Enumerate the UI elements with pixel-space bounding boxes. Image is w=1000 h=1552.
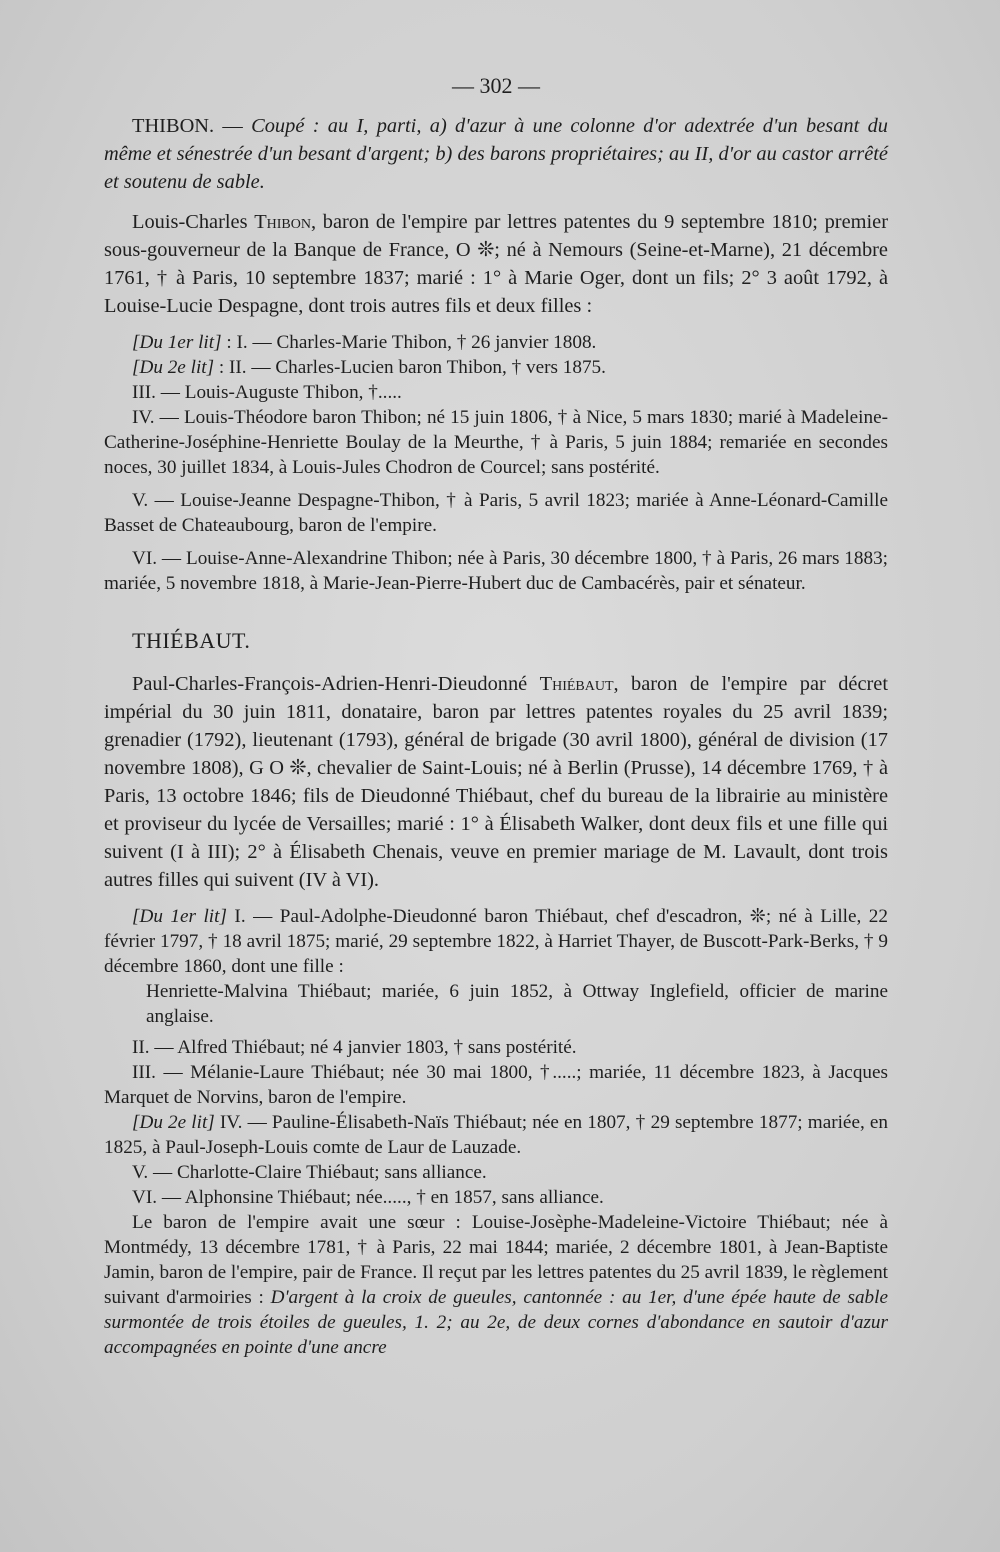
thiebaut-child-4-lit: [Du 2e lit]	[132, 1112, 215, 1133]
thiebaut-child-1-lit: [Du 1er lit]	[132, 906, 227, 927]
thibon-person-surname: Thibon	[254, 211, 311, 233]
thiebaut-child-5: V. — Charlotte-Claire Thiébaut; sans alliance.	[132, 1162, 487, 1183]
thibon-child-3-text: III. — Louis-Auguste Thibon, †.....	[132, 382, 402, 403]
thiebaut-child-2: II. — Alfred Thiébaut; né 4 janvier 1803, † sans postérité.	[132, 1037, 577, 1058]
thibon-child-5	[104, 488, 888, 538]
thibon-child-2-text: : II. — Charles-Lucien baron Thibon, † vers 1875.	[214, 357, 606, 378]
thiebaut-person-text: , baron de l'empire par décret impérial du 30 juin 1811, donataire, baron par lettres patentes royales du 25 avril 1839; grenadier (1792), lieutenant (1793), général de brigade (30 avril 1800), général de division (17 novembre 1808), G O ❊, chevalier de Saint-Louis; né à Berlin (Prusse), 14 décembre 1769, † à Paris, 13 octobre 1846; fils de Dieudonné Thiébaut, chef du bureau de la librairie au ministère et proviseur du lycée de Versailles; marié : 1° à Élisabeth Walker, dont deux fils et une fille qui suivent (I à III); 2° à Élisabeth Chenais, veuve en premier mariage de M. Lavault, dont trois autres filles qui suivent (IV à VI).	[104, 673, 889, 891]
thibon-child-1-text: : I. — Charles-Marie Thibon, † 26 janvier 1808.	[221, 332, 597, 353]
thiebaut-child-4	[104, 1110, 888, 1160]
thibon-child-6	[104, 546, 888, 596]
thibon-arms-entry	[104, 112, 888, 196]
thibon-arms: Coupé : au I, parti, a) d'azur à une colonne d'or adextrée d'un besant du même et sénestrée d'un besant d'argent; b) des barons propriétaires; au II, d'or au castor arrêté et soutenu de sable.	[104, 115, 888, 193]
thiebaut-sister-text: Le baron de l'empire avait une sœur : Louise-Josèphe-Madeleine-Victoire Thiébaut; née à Montmédy, 13 décembre 1781, † à Paris, 22 mai 1844; mariée, 2 décembre 1801, à Jean-Baptiste Jamin, baron de l'empire, pair de France. Il reçut par les lettres patentes du 25 avril 1839, le règlement suivant d'armoiries :	[104, 1212, 888, 1308]
thibon-child-4-text: IV. — Louis-Théodore baron Thibon; né 15 juin 1806, † à Nice, 5 mars 1830; marié à Madeleine-Catherine-Joséphine-Henriette Boulay de la Meurthe, † à Paris, 5 juin 1884; remariée en secondes noces, 30 juillet 1834, à Louis-Jules Chodron de Courcel; sans postérité.	[104, 407, 888, 478]
thibon-child-1	[104, 330, 888, 355]
thibon-child-2-lit: [Du 2e lit]	[132, 357, 215, 378]
thiebaut-child-3: III. — Mélanie-Laure Thiébaut; née 30 mai 1800, †.....; mariée, 11 décembre 1823, à Jacques Marquet de Norvins, baron de l'empire.	[104, 1062, 888, 1108]
thibon-child-3	[104, 380, 888, 405]
thibon-child-4	[104, 405, 888, 480]
thibon-child-6-text: VI. — Louise-Anne-Alexandrine Thibon; née à Paris, 30 décembre 1800, † à Paris, 26 mars 1883; mariée, 5 novembre 1818, à Marie-Jean-Pierre-Hubert duc de Cambacérès, pair et sénateur.	[104, 548, 888, 594]
thiebaut-child-4-text: IV. — Pauline-Élisabeth-Naïs Thiébaut; née en 1807, † 29 septembre 1877; mariée, en 1825, à Paul-Joseph-Louis comte de Laur de Lauzade.	[104, 1112, 888, 1158]
thibon-dash: —	[214, 115, 252, 137]
thiebaut-heading: THIÉBAUT.	[132, 628, 251, 653]
thibon-child-2	[104, 355, 888, 380]
thiebaut-child-6: VI. — Alphonsine Thiébaut; née....., † en 1857, sans alliance.	[132, 1187, 604, 1208]
thibon-name: THIBON.	[132, 115, 215, 137]
thibon-child-1-lit: [Du 1er lit]	[132, 332, 222, 353]
thiebaut-sister-arms: D'argent à la croix de gueules, cantonnée : au 1er, d'une épée haute de sable surmontée de trois étoiles de gueules, 1. 2; au 2e, de deux cornes d'abondance en sautoir d'azur accompagnées en pointe d'une ancre	[104, 1287, 888, 1358]
thiebaut-grandchild: Henriette-Malvina Thiébaut; mariée, 6 juin 1852, à Ottway Inglefield, officier de marine anglaise.	[146, 981, 888, 1027]
thibon-person-first: Louis-Charles	[132, 211, 255, 233]
page-content	[104, 72, 888, 1360]
thiebaut-biography	[104, 670, 888, 894]
thiebaut-child-1	[104, 904, 888, 979]
thiebaut-person-surname: Thiébaut	[539, 673, 614, 695]
thiebaut-sister-paragraph	[104, 1210, 888, 1360]
thibon-biography	[104, 208, 888, 320]
thibon-child-5-text: V. — Louise-Jeanne Despagne-Thibon, † à Paris, 5 avril 1823; mariée à Anne-Léonard-Camille Basset de Chateaubourg, baron de l'empire.	[104, 490, 888, 536]
page-number: — 302 —	[452, 73, 540, 98]
thibon-person-text: , baron de l'empire par lettres patentes du 9 septembre 1810; premier sous-gouverneur de la Banque de France, O ❊; né à Nemours (Seine-et-Marne), 21 décembre 1761, † à Paris, 10 septembre 1837; marié : 1° à Marie Oger, dont un fils; 2° 3 août 1792, à Louise-Lucie Despagne, dont trois autres fils et deux filles :	[104, 211, 889, 317]
thiebaut-person-first: Paul-Charles-François-Adrien-Henri-Dieudonné	[132, 673, 540, 695]
thiebaut-child-1-text: I. — Paul-Adolphe-Dieudonné baron Thiébaut, chef d'escadron, ❊; né à Lille, 22 février 1797, † 18 avril 1875; marié, 29 septembre 1822, à Harriet Thayer, de Buscott-Park-Berks, † 9 décembre 1860, dont une fille :	[104, 906, 888, 977]
